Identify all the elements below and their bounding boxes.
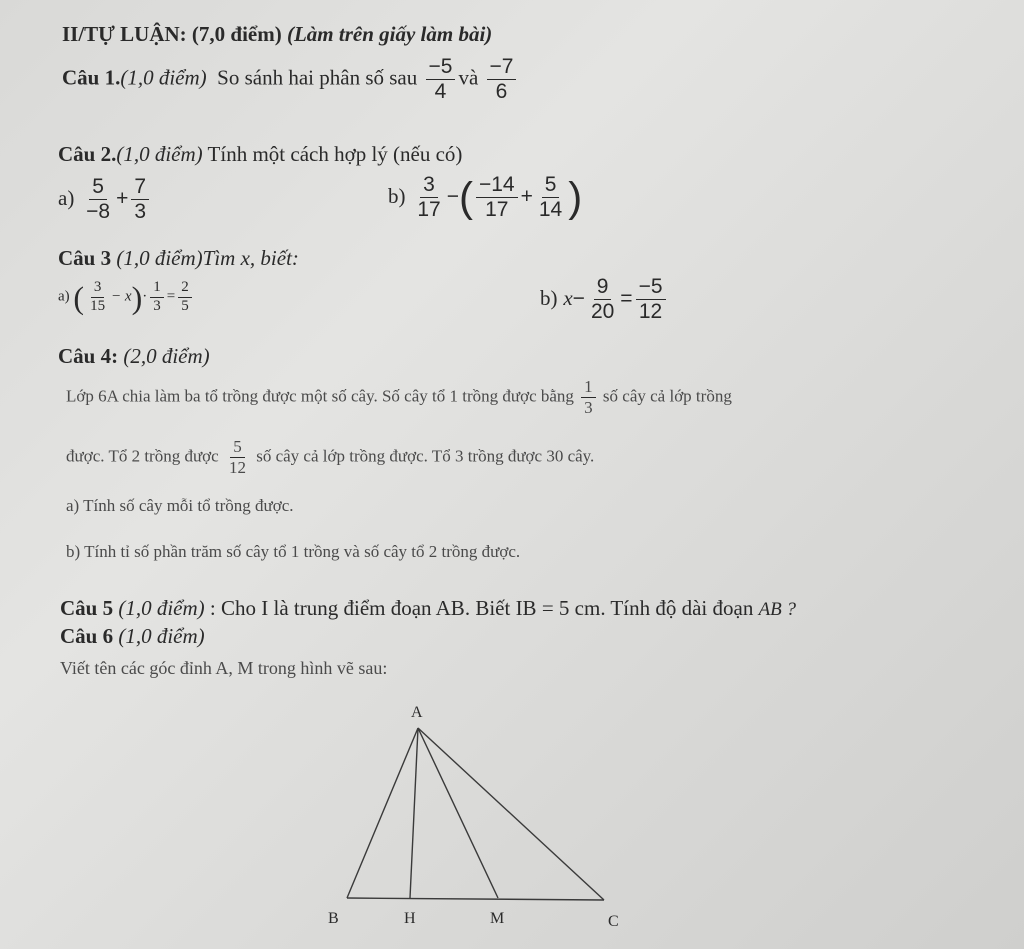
section-title-text: II/TỰ LUẬN: xyxy=(62,22,187,46)
label-C: C xyxy=(608,913,619,930)
q3-label: Câu 3 xyxy=(58,246,112,270)
q2-a-fraction-2: $\frac{7}{3}$ xyxy=(131,176,149,223)
q2-part-a: a) $\frac{5}{-8}$ + $\frac{7}{3}$ xyxy=(58,176,152,223)
q4-points: (2,0 điểm) xyxy=(123,344,210,368)
q3-a-fraction-2: $\frac{1}{3}$ xyxy=(150,280,164,315)
q2-text: Tính một cách hợp lý (nếu có) xyxy=(207,142,463,166)
q3-part-b: b) x− $\frac{9}{20}$ = $\frac{-5}{12}$ xyxy=(540,276,669,323)
q4-part-b: b) Tính tỉ số phần trăm số cây tổ 1 trồng và số cây tổ 2 trồng được. xyxy=(66,542,521,561)
q2-label: Câu 2. xyxy=(58,142,117,166)
question-1 xyxy=(62,56,519,103)
q2-b-fraction-3: $\frac{5}{14}$ xyxy=(538,173,563,222)
q4-line-1: Lớp 6A chia làm ba tổ trồng được một số cây. Số cây tổ 1 trồng được bằng $\frac{1}{3}$ số cây cả lớp trồng xyxy=(66,377,732,417)
q4-fraction-2: $\frac{5}{12}$ xyxy=(228,437,246,477)
q2-b-paren-close: ) xyxy=(568,173,583,221)
q6-points: (1,0 điểm) xyxy=(118,624,205,648)
section-note: (Làm trên giấy làm bài) xyxy=(286,22,493,46)
q1-fraction-2: $\frac{-7}{6}$ xyxy=(487,56,517,103)
label-M: M xyxy=(490,910,505,927)
q6-text: Viết tên các góc đỉnh A, M trong hình vẽ sau: xyxy=(60,658,388,678)
question-2 xyxy=(58,142,462,167)
q2-b-paren-open: ( xyxy=(458,173,473,221)
q3-a-fraction-1: $\frac{3}{15}$ xyxy=(90,279,106,314)
segment-AC xyxy=(418,728,604,900)
q3-part-a: a) ( $\frac{3}{15}$ − x)· $\frac{1}{3}$ = $\frac{2}{5}$ xyxy=(58,280,195,315)
question-4 xyxy=(58,344,210,369)
q5-label: Câu 5 xyxy=(60,596,114,620)
q5-points: (1,0 điểm) xyxy=(118,596,205,620)
q2-points: (1,0 điểm) xyxy=(116,142,203,166)
q2-b-fraction-1: $\frac{3}{17}$ xyxy=(417,173,441,222)
section-points: (7,0 điểm) xyxy=(191,22,282,46)
q1-text: So sánh hai phân số sau xyxy=(217,65,418,90)
q4-fraction-1: $\frac{1}{3}$ xyxy=(581,378,596,417)
label-A: A xyxy=(411,704,423,721)
q3-text: Tìm x, biết: xyxy=(202,246,299,270)
q3-b-fraction-2: $\frac{-5}{12}$ xyxy=(636,276,666,323)
q2-b-fraction-2: $\frac{-14}{17}$ xyxy=(476,174,518,221)
q5-expression: IB = 5 cm xyxy=(515,596,601,620)
q2-part-b: b) $\frac{3}{17}$ −( $\frac{-14}{17}$ + $\frac{5}{14}$ ) xyxy=(388,173,583,222)
label-B: B xyxy=(328,910,339,927)
label-H: H xyxy=(404,910,416,927)
section-title xyxy=(62,22,492,47)
segment-AH xyxy=(410,728,418,898)
question-5: Câu 5 (1,0 điểm) : Cho I là trung điểm đoạn AB. Biết IB = 5 cm. Tính độ dài đoạn AB ? xyxy=(60,596,797,620)
q3-a-fraction-3: $\frac{2}{5}$ xyxy=(178,280,192,315)
q3-b-fraction-1: $\frac{9}{20}$ xyxy=(590,275,615,324)
q2-a-fraction-1: $\frac{5}{-8}$ xyxy=(86,175,111,224)
q1-fraction-1: $\frac{-5}{4}$ xyxy=(426,56,456,103)
question-3 xyxy=(58,246,299,271)
q4-part-a: a) Tính số cây mỗi tổ trồng được. xyxy=(66,496,294,515)
q1-label: Câu 1. xyxy=(62,65,121,90)
question-6 xyxy=(60,624,205,649)
q4-line-2: được. Tổ 2 trồng được $\frac{5}{12}$ số cây cả lớp trồng được. Tổ 3 trồng được 30 cây. xyxy=(66,437,595,477)
q1-and: và xyxy=(458,65,479,90)
q3-points: (1,0 điểm) xyxy=(116,246,203,270)
segment-BC xyxy=(347,898,604,900)
q6-label: Câu 6 xyxy=(60,624,114,648)
segment-AM xyxy=(418,728,498,898)
q1-points: (1,0 điểm) xyxy=(120,65,207,90)
segment-AB xyxy=(347,728,418,898)
q4-label: Câu 4: xyxy=(58,344,119,368)
